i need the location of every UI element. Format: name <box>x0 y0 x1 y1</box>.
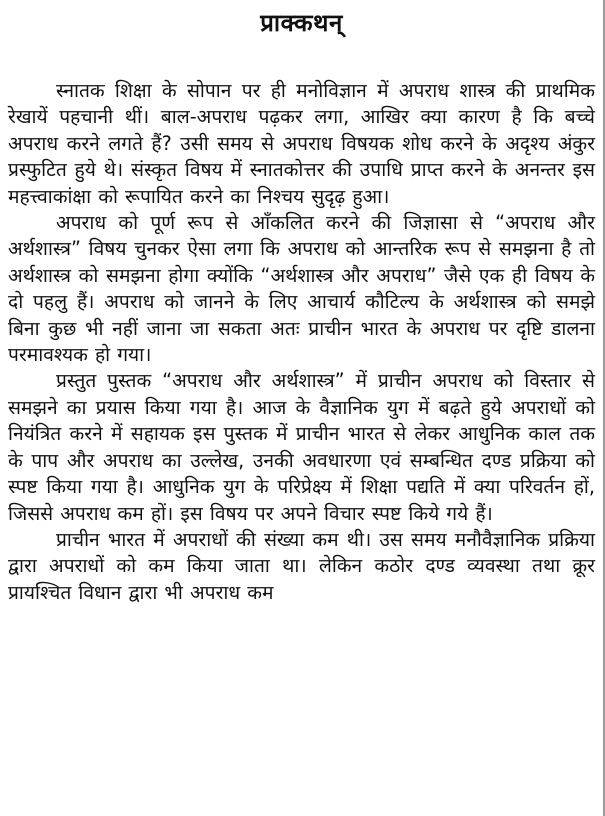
paragraph-4: प्राचीन भारत में अपराधों की संख्या कम थी। उस समय मनौवैज्ञानिक प्रक्रिया द्वारा अपराधों को कम किया जाता था। लेकिन कठोर दण्ड व्यवस्था तथा क्रूर प्रायश्चित विधान द्वारा भी अपराध कम <box>8 527 595 604</box>
page-title: प्राक्कथन् <box>260 9 343 37</box>
paragraph-1: स्नातक शिक्षा के सोपान पर ही मनोविज्ञान में अपराध शास्त्र की प्राथमिक रेखायें पहचानी थीं। बाल-अपराध पढ़कर लगा, आखिर क्या कारण है कि बच्चे अपराध करने लगते हैं? उसी समय से अपराध विषयक शोध करने के अदृश्य अंकुर प्रस्फुटित हुये थे। संस्कृत विषय में स्नातकोत्तर की उपाधि प्राप्त करने के अनन्तर इस महत्त्वाकांक्षा को रूपायित करने का निश्चय सुदृढ़ हुआ। <box>8 79 595 208</box>
paragraph-2: अपराध को पूर्ण रूप से आँकलित करने की जिज्ञासा से “अपराध और अर्थशास्त्र” विषय चुनकर ऐसा लगा कि अपराध को आन्तरिक रूप से समझना है तो अर्थशास्त्र को समझना होगा क्योंकि “अर्थशास्त्र और अपराध” जैसे एक ही विषय के दो पहलु हैं। अपराध को जानने के लिए आचार्य कौटिल्य के अर्थशास्त्र को समझे बिना कुछ भी नहीं जाना जा सकता अतः प्राचीन भारत के अपराध पर दृष्टि डालना परमावश्यक हो गया। <box>8 211 595 367</box>
paragraph-3: प्रस्तुत पुस्तक “अपराध और अर्थशास्त्र” में प्राचीन अपराध को विस्तार से समझने का प्रयास किया गया है। आज के वैज्ञानिक युग में बढ़ते हुये अपराधों को नियंत्रित करने में सहायक इस पुस्तक में प्राचीन भारत से लेकर आधुनिक काल तक के पाप और अपराध का उल्लेख, उनकी अवधारणा एवं सम्बन्धित दण्ड प्रक्रिया को स्पष्ट किया गया है। आधुनिक युग के परिप्रेक्ष्य में शिक्षा पद्यति में क्या परिवर्तन हों, जिससे अपराध कम हों। इस विषय पर अपने विचार स्पष्ट किये गये हैं। <box>8 369 595 525</box>
